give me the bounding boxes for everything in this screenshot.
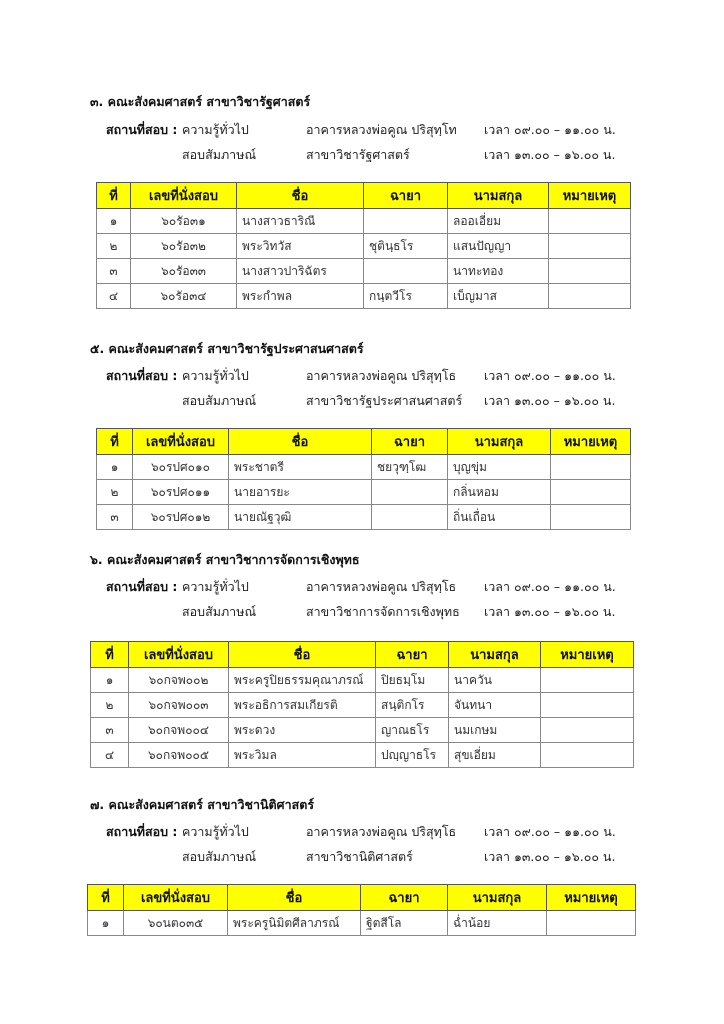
exam-info-row xyxy=(0,120,724,138)
seat-number: ๖๐รัอ๓๔ xyxy=(131,284,237,309)
seat-number: ๖๐รัอ๓๒ xyxy=(131,234,237,259)
monastic-name xyxy=(364,259,448,284)
remark xyxy=(541,718,634,743)
candidate-name: นายอารยะ xyxy=(229,480,372,505)
exam-info-row xyxy=(0,602,724,620)
table-header-row xyxy=(97,429,631,455)
row-index: ๑ xyxy=(91,668,129,693)
candidate-name: พระดวง xyxy=(229,718,376,743)
surname: นาควัน xyxy=(449,668,541,693)
header-col-monastic-name: ฉายา xyxy=(376,642,449,668)
candidate-name: นางสาวธาริณี xyxy=(237,209,364,234)
table-header-row xyxy=(88,885,636,911)
remark xyxy=(549,284,631,309)
row-index: ๒ xyxy=(97,234,131,259)
monastic-name: ชยวุฑฺโฒ xyxy=(372,455,448,480)
monastic-name: ปญฺญาธโร xyxy=(376,743,449,768)
header-col-monastic-name: ฉายา xyxy=(361,885,448,911)
header-col-seat-number: เลขที่นั่งสอบ xyxy=(129,642,229,668)
remark xyxy=(551,480,631,505)
row-index: ๔ xyxy=(91,743,129,768)
table-header-row xyxy=(97,183,631,209)
seat-number: ๖๐กจพ๐๐๕ xyxy=(129,743,229,768)
exam-subject: ความรู้ทั่วไป xyxy=(182,824,249,839)
exam-info-row xyxy=(0,822,724,840)
surname: แสนปัญญา xyxy=(448,234,549,259)
exam-info-row xyxy=(0,847,724,865)
monastic-name xyxy=(364,209,448,234)
table-header-row xyxy=(91,642,634,668)
exam-place: อาคารหลวงพ่อคูณ ปริสุทฺโธ xyxy=(306,824,457,839)
header-col-name: ชื่อ xyxy=(237,183,364,209)
seat-number: ๖๐รปศ๐๑๒ xyxy=(133,505,229,530)
surname: สุขเอี่ยม xyxy=(449,743,541,768)
exam-time: เวลา ๐๙.๐๐ – ๑๑.๐๐ น. xyxy=(484,579,616,594)
row-index: ๑ xyxy=(97,209,131,234)
venue-label: สถานที่สอบ : xyxy=(106,122,178,137)
remark xyxy=(541,693,634,718)
candidate-name: พระครูปิยธรรมคุณาภรณ์ xyxy=(229,668,376,693)
seat-number: ๖๐รัอ๓๓ xyxy=(131,259,237,284)
exam-place: สาขาวิชานิติศาสตร์ xyxy=(306,849,413,864)
row-index: ๑ xyxy=(97,455,133,480)
candidate-name: พระชาตรี xyxy=(229,455,372,480)
header-col-seat-number: เลขที่นั่งสอบ xyxy=(133,429,229,455)
exam-subject: ความรู้ทั่วไป xyxy=(182,368,249,383)
surname: ฉ่ำน้อย xyxy=(448,911,547,936)
header-col-remark: หมายเหตุ xyxy=(549,183,631,209)
remark xyxy=(549,234,631,259)
exam-time: เวลา ๑๓.๐๐ – ๑๖.๐๐ น. xyxy=(484,393,616,408)
monastic-name xyxy=(372,480,448,505)
remark xyxy=(541,743,634,768)
table-row xyxy=(91,693,634,718)
exam-place: อาคารหลวงพ่อคูณ ปริสุทฺโธ xyxy=(306,368,457,383)
table-row xyxy=(97,259,631,284)
venue-label: สถานที่สอบ : xyxy=(106,368,178,383)
venue-label: สถานที่สอบ : xyxy=(106,824,178,839)
exam-place: สาขาวิชารัฐประศาสนศาสตร์ xyxy=(306,393,463,408)
exam-subject: ความรู้ทั่วไป xyxy=(182,579,249,594)
header-col-surname: นามสกุล xyxy=(448,429,551,455)
table-row xyxy=(91,743,634,768)
row-index: ๑ xyxy=(88,911,124,936)
header-col-name: ชื่อ xyxy=(229,642,376,668)
exam-time: เวลา ๐๙.๐๐ – ๑๑.๐๐ น. xyxy=(484,122,616,137)
exam-subject: สอบสัมภาษณ์ xyxy=(182,604,257,619)
monastic-name: ปิยธมฺโม xyxy=(376,668,449,693)
header-col-remark: หมายเหตุ xyxy=(541,642,634,668)
exam-time: เวลา ๐๙.๐๐ – ๑๑.๐๐ น. xyxy=(484,824,616,839)
remark xyxy=(551,505,631,530)
header-col-name: ชื่อ xyxy=(229,429,372,455)
exam-place: อาคารหลวงพ่อคูณ ปริสุทฺโท xyxy=(306,122,457,137)
exam-info-row xyxy=(0,366,724,384)
seat-number: ๖๐กจพ๐๐๒ xyxy=(129,668,229,693)
seat-number: ๖๐กจพ๐๐๓ xyxy=(129,693,229,718)
remark xyxy=(551,455,631,480)
header-col-monastic-name: ฉายา xyxy=(372,429,448,455)
exam-place: สาขาวิชาการจัดการเชิงพุทธ xyxy=(306,604,460,619)
exam-time: เวลา ๑๓.๐๐ – ๑๖.๐๐ น. xyxy=(484,604,616,619)
table-row xyxy=(91,718,634,743)
table-row xyxy=(97,234,631,259)
exam-subject: สอบสัมภาษณ์ xyxy=(182,147,257,162)
seat-number: ๖๐รัอ๓๑ xyxy=(131,209,237,234)
exam-place: สาขาวิชารัฐศาสตร์ xyxy=(306,147,410,162)
candidate-name: พระวิทวัส xyxy=(237,234,364,259)
surname: จันทนา xyxy=(449,693,541,718)
venue-label: สถานที่สอบ : xyxy=(106,579,178,594)
candidates-table xyxy=(90,641,634,768)
candidates-table xyxy=(87,884,636,936)
header-col-surname: นามสกุล xyxy=(449,642,541,668)
surname: บุญขุ่ม xyxy=(448,455,551,480)
surname: นมเกษม xyxy=(449,718,541,743)
table-row xyxy=(97,455,631,480)
header-col-name: ชื่อ xyxy=(228,885,361,911)
candidate-name: พระวิมล xyxy=(229,743,376,768)
header-col-seat-number: เลขที่นั่งสอบ xyxy=(131,183,237,209)
exam-info-row xyxy=(0,391,724,409)
candidate-name: พระครูนิมิตศีลาภรณ์ xyxy=(228,911,361,936)
exam-subject: สอบสัมภาษณ์ xyxy=(182,849,257,864)
seat-number: ๖๐รปศ๐๑๐ xyxy=(133,455,229,480)
header-col-seat-number: เลขที่นั่งสอบ xyxy=(124,885,228,911)
table-row xyxy=(91,668,634,693)
surname: ลออเอี่ยม xyxy=(448,209,549,234)
surname: ถิ่นเถื่อน xyxy=(448,505,551,530)
row-index: ๓ xyxy=(97,505,133,530)
seat-number: ๖๐รปศ๐๑๑ xyxy=(133,480,229,505)
table-row xyxy=(88,911,636,936)
exam-subject: สอบสัมภาษณ์ xyxy=(182,393,257,408)
header-col-surname: นามสกุล xyxy=(448,183,549,209)
table-row xyxy=(97,480,631,505)
row-index: ๒ xyxy=(91,693,129,718)
header-col-monastic-name: ฉายา xyxy=(364,183,448,209)
header-col-index: ที่ xyxy=(97,183,131,209)
monastic-name: ชุตินฺธโร xyxy=(364,234,448,259)
monastic-name: กนฺตวีโร xyxy=(364,284,448,309)
table-row xyxy=(97,505,631,530)
remark xyxy=(549,259,631,284)
row-index: ๓ xyxy=(97,259,131,284)
exam-time: เวลา ๐๙.๐๐ – ๑๑.๐๐ น. xyxy=(484,368,616,383)
exam-time: เวลา ๑๓.๐๐ – ๑๖.๐๐ น. xyxy=(484,849,616,864)
candidate-name: พระอธิการสมเกียรติ xyxy=(229,693,376,718)
exam-info-row xyxy=(0,145,724,163)
remark xyxy=(547,911,636,936)
header-col-index: ที่ xyxy=(97,429,133,455)
candidate-name: นางสาวปาริฉัตร xyxy=(237,259,364,284)
row-index: ๔ xyxy=(97,284,131,309)
exam-place: อาคารหลวงพ่อคูณ ปริสุทฺโธ xyxy=(306,579,457,594)
monastic-name: ญาณธโร xyxy=(376,718,449,743)
seat-number: ๖๐นต๐๓๕ xyxy=(124,911,228,936)
candidates-table xyxy=(96,428,631,530)
section-title: ๓. คณะสังคมศาสตร์ สาขาวิชารัฐศาสตร์ xyxy=(90,94,311,109)
header-col-remark: หมายเหตุ xyxy=(547,885,636,911)
header-col-surname: นามสกุล xyxy=(448,885,547,911)
section-title: ๕. คณะสังคมศาสตร์ สาขาวิชารัฐประศาสนศาสตร์ xyxy=(90,341,364,356)
surname: เบ็ญมาส xyxy=(448,284,549,309)
seat-number: ๖๐กจพ๐๐๔ xyxy=(129,718,229,743)
header-col-remark: หมายเหตุ xyxy=(551,429,631,455)
header-col-index: ที่ xyxy=(91,642,129,668)
candidates-table xyxy=(96,182,631,309)
candidate-name: นายณัฐวุฒิ xyxy=(229,505,372,530)
candidate-name: พระกำพล xyxy=(237,284,364,309)
surname: กลิ่นหอม xyxy=(448,480,551,505)
exam-subject: ความรู้ทั่วไป xyxy=(182,122,249,137)
table-row xyxy=(97,284,631,309)
section-title: ๗. คณะสังคมศาสตร์ สาขาวิชานิติศาสตร์ xyxy=(90,797,315,812)
header-col-index: ที่ xyxy=(88,885,124,911)
exam-info-row xyxy=(0,577,724,595)
monastic-name: สนฺติกโร xyxy=(376,693,449,718)
remark xyxy=(541,668,634,693)
monastic-name xyxy=(372,505,448,530)
table-row xyxy=(97,209,631,234)
row-index: ๒ xyxy=(97,480,133,505)
surname: นาทะทอง xyxy=(448,259,549,284)
monastic-name: ฐิตสีโล xyxy=(361,911,448,936)
exam-time: เวลา ๑๓.๐๐ – ๑๖.๐๐ น. xyxy=(484,147,616,162)
section-title: ๖. คณะสังคมศาสตร์ สาขาวิชาการจัดการเชิงพุทธ xyxy=(90,552,360,567)
row-index: ๓ xyxy=(91,718,129,743)
remark xyxy=(549,209,631,234)
